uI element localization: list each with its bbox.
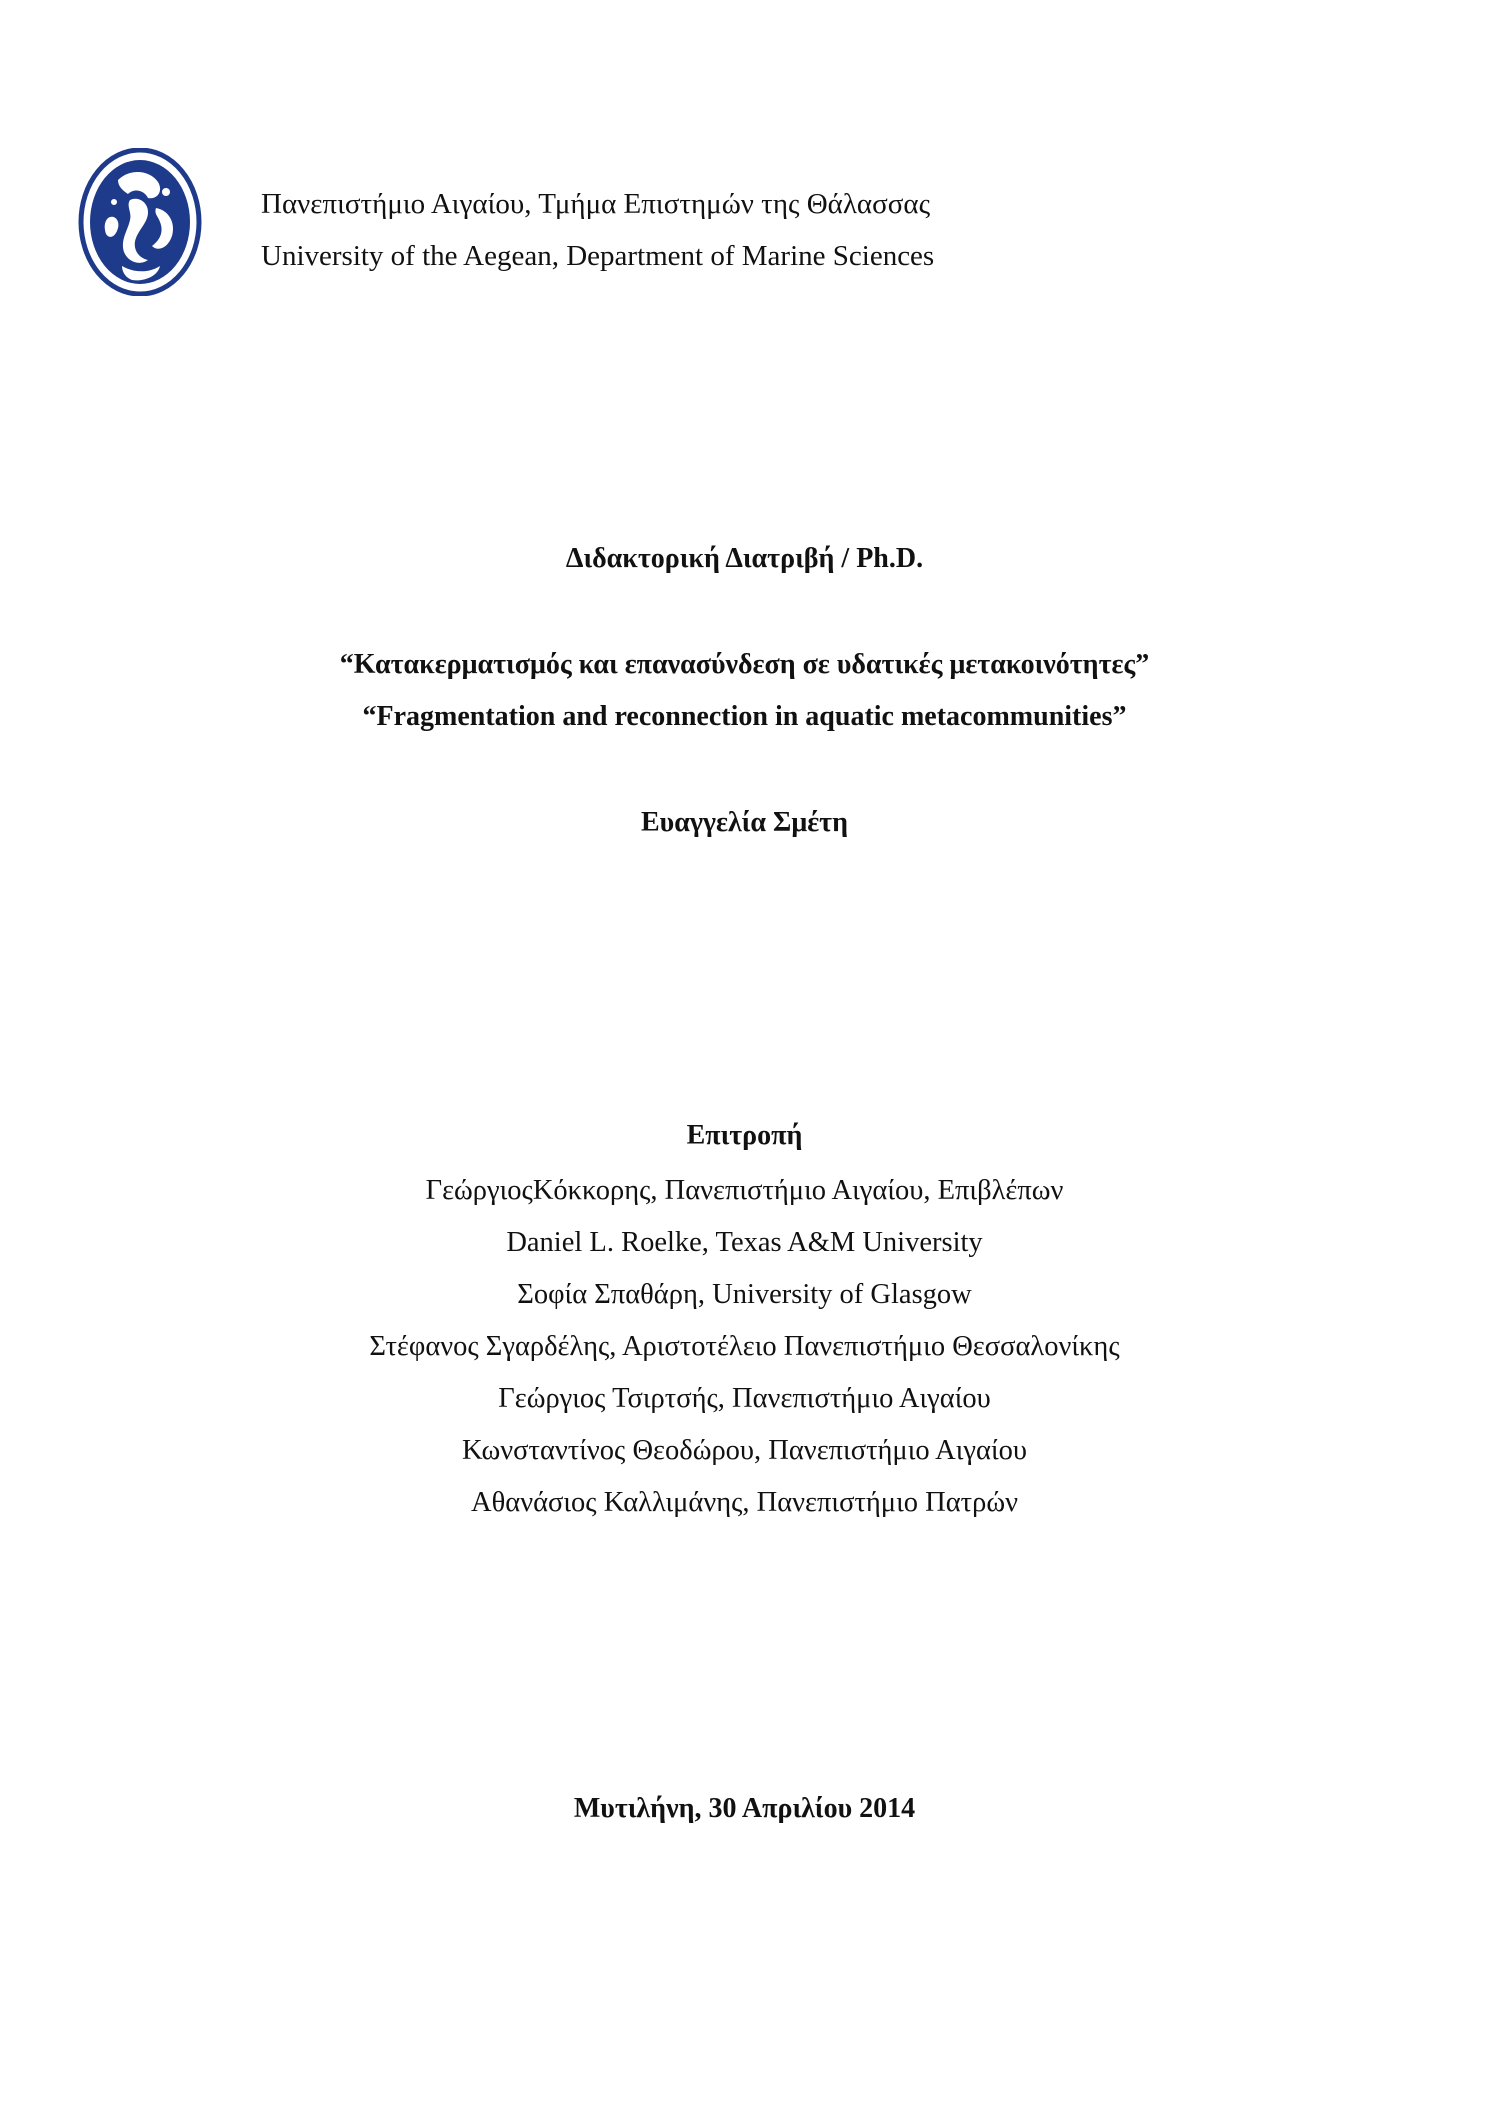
header xyxy=(78,148,1178,298)
thesis-title-english: “Fragmentation and reconnection in aquatic metacommunities” xyxy=(362,701,1127,732)
header-text xyxy=(261,178,934,282)
institution-greek: Πανεπιστήμιο Αιγαίου, Τμήμα Επιστημών της Θάλασσας xyxy=(261,188,931,220)
committee-member: Σοφία Σπαθάρη, University of Glasgow xyxy=(517,1279,972,1310)
place-and-date: Μυτιλήνη, 30 Απριλίου 2014 xyxy=(573,1793,916,1824)
university-seal-icon xyxy=(78,148,202,296)
committee-member: Στέφανος Σγαρδέλης, Αριστοτέλειο Πανεπιστήμιο Θεσσαλονίκης xyxy=(369,1331,1120,1362)
committee-member: ΓεώργιοςΚόκκορης, Πανεπιστήμιο Αιγαίου, Επιβλέπων xyxy=(425,1175,1064,1206)
committee-member: Κωνσταντίνος Θεοδώρου, Πανεπιστήμιο Αιγαίου xyxy=(462,1435,1027,1466)
degree-title: Διδακτορική Διατριβή / Ph.D. xyxy=(565,543,924,574)
institution-english: University of the Aegean, Department of Marine Sciences xyxy=(261,240,935,272)
thesis-title-greek: “Κατακερματισμός και επανασύνδεση σε υδατικές μετακοινότητες” xyxy=(339,649,1150,680)
committee-member: Daniel L. Roelke, Texas A&M University xyxy=(506,1227,983,1258)
committee-member: Γεώργιος Τσιρτσής, Πανεπιστήμιο Αιγαίου xyxy=(498,1383,991,1414)
committee-heading: Επιτροπή xyxy=(686,1120,803,1151)
committee-member: Αθανάσιος Καλλιμάνης, Πανεπιστήμιο Πατρών xyxy=(471,1487,1018,1518)
committee-list xyxy=(0,1165,1489,1529)
author-name: Ευαγγελία Σμέτη xyxy=(640,807,848,838)
